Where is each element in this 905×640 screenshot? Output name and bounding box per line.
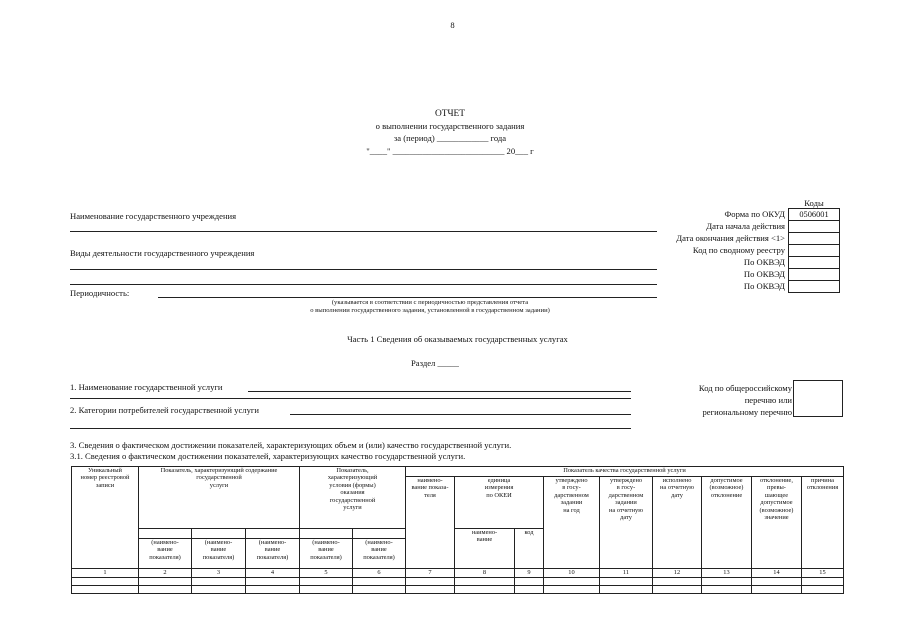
table-cell[interactable]: [802, 578, 844, 586]
table-cell[interactable]: [139, 586, 192, 594]
header-text: вание: [476, 536, 493, 544]
header-text: дарственном: [608, 491, 644, 499]
header-text: услуги: [343, 504, 362, 512]
periodicity-note-line: (указывается в соответствии с периодичностью представления отчета: [331, 299, 529, 306]
table-cell[interactable]: [653, 586, 702, 594]
code-cell[interactable]: [789, 221, 840, 233]
activity-line-2[interactable]: [70, 284, 657, 285]
table-cell[interactable]: [515, 578, 544, 586]
page-number: 8: [450, 20, 455, 30]
table-cell[interactable]: [544, 586, 600, 594]
header-text: показателя): [363, 553, 395, 561]
service-code-label: Код по общероссийскому: [698, 383, 792, 393]
column-number: 15: [802, 569, 844, 578]
column-number: 3: [192, 569, 246, 578]
header-text: Показатель, характеризующий содержание: [160, 467, 278, 474]
report-title: ОТЧЕТ: [434, 109, 466, 119]
header-text: дату: [671, 491, 683, 499]
service-code-labels: [660, 382, 792, 418]
code-cell[interactable]: [789, 245, 840, 257]
subcol-empty: [246, 529, 300, 539]
header-text: вание: [371, 546, 387, 554]
code-label: По ОКВЭД: [743, 281, 785, 291]
periodicity-note: [200, 299, 660, 315]
header-text: государственной: [196, 474, 242, 482]
col-deviation-reason: [802, 477, 844, 569]
header-text: значение: [764, 514, 789, 522]
header-text: вание: [210, 546, 227, 554]
header-text: государственной: [329, 496, 376, 504]
section-label: Раздел _____: [411, 358, 459, 368]
service-name-line-2[interactable]: [70, 398, 631, 399]
institution-name-line[interactable]: [70, 231, 657, 232]
table-cell[interactable]: [406, 578, 455, 586]
header-text: по ОКЕИ: [486, 491, 512, 499]
col-unit: [455, 477, 544, 529]
column-number: 4: [246, 569, 300, 578]
header-text: на год: [563, 506, 580, 514]
col-executed: [653, 477, 702, 569]
column-number: 14: [752, 569, 802, 578]
table-cell[interactable]: [752, 578, 802, 586]
header-text: допустимое: [760, 499, 793, 507]
code-label: По ОКВЭД: [743, 257, 785, 267]
subcol-indicator-name: [353, 539, 406, 569]
service-code-label: перечню или: [744, 395, 792, 405]
item-3-1: 3.1. Сведения о фактическом достижении показателей, характеризующих качество государственной услуги.: [70, 451, 466, 461]
header-text: вание: [318, 546, 334, 554]
table-row[interactable]: [72, 578, 844, 586]
header-text: утверждено: [555, 477, 588, 484]
col-indicator-name: [406, 477, 455, 569]
header-text: вание показа-: [411, 484, 449, 492]
code-cell[interactable]: [789, 269, 840, 281]
header-text: показателя): [202, 553, 235, 561]
header-text: характеризующий: [327, 474, 378, 482]
codes-table: [788, 208, 840, 293]
subcol-indicator-name: [246, 539, 300, 569]
subcol-indicator-name: [300, 539, 353, 569]
table-cell[interactable]: [515, 586, 544, 594]
column-number: 2: [139, 569, 192, 578]
header-text: задании: [560, 499, 583, 507]
code-label: Дата начала действия: [706, 221, 785, 231]
date-line: "____" __________________________ 20___ г: [366, 146, 534, 156]
header-text: Показатель,: [336, 467, 369, 474]
quality-table: [71, 466, 844, 594]
column-number: 8: [455, 569, 515, 578]
header-text: единица: [487, 477, 511, 484]
header-text: дарственном: [554, 491, 589, 499]
table-row[interactable]: [72, 586, 844, 594]
header-text: дату: [620, 514, 632, 522]
code-cell[interactable]: [789, 281, 840, 293]
table-cell[interactable]: [653, 578, 702, 586]
header-text: отклонение,: [760, 477, 793, 484]
col-unique-number: [72, 467, 139, 569]
header-text: превы-: [767, 484, 786, 492]
column-number: 1: [72, 569, 139, 578]
table-cell[interactable]: [353, 578, 406, 586]
header-text: (наимено-: [365, 539, 393, 546]
subcol-empty: [192, 529, 246, 539]
header-text: в госу-: [562, 484, 581, 492]
table-cell[interactable]: [72, 578, 139, 586]
service-consumers-line-2[interactable]: [70, 428, 631, 429]
header-text: измерения: [484, 484, 514, 492]
header-text: (наимено-: [258, 539, 287, 546]
table-cell[interactable]: [802, 586, 844, 594]
header-text: причина: [811, 477, 834, 484]
column-number: 7: [406, 569, 455, 578]
header-text: показателя): [310, 553, 342, 561]
service-code-box[interactable]: [793, 380, 843, 417]
table-cell[interactable]: [702, 586, 752, 594]
header-text: оказания: [340, 489, 365, 497]
col-conditions-group: [300, 467, 406, 529]
table-cell[interactable]: [192, 578, 246, 586]
table-cell[interactable]: [246, 578, 300, 586]
table-cell[interactable]: [192, 586, 246, 594]
table-cell[interactable]: [600, 578, 653, 586]
periodicity-line[interactable]: [158, 297, 657, 298]
periodicity-label: Периодичность:: [70, 288, 130, 298]
code-cell[interactable]: [789, 257, 840, 269]
code-label: По ОКВЭД: [743, 269, 785, 279]
subcol-empty: [300, 529, 353, 539]
table-cell[interactable]: [752, 586, 802, 594]
column-number: 9: [515, 569, 544, 578]
header-text: исполнено: [662, 477, 692, 484]
table-cell[interactable]: [246, 586, 300, 594]
period-line: за (период) ____________ года: [393, 133, 507, 143]
header-text: наимено-: [471, 529, 498, 536]
activity-types-label: Виды деятельности государственного учреждения: [70, 248, 255, 258]
header-text: условия (формы): [329, 481, 376, 489]
table-cell[interactable]: [300, 578, 353, 586]
header-text: наимено-: [417, 477, 443, 484]
header-text: отклонения: [806, 484, 839, 492]
subcol-empty: [139, 529, 192, 539]
periodicity-note-line: о выполнении государственного задания, установленной в государственном задании): [310, 307, 550, 314]
service-name-label: 1. Наименование государственной услуги: [70, 382, 223, 392]
column-number: 11: [600, 569, 653, 578]
table-cell[interactable]: [72, 586, 139, 594]
col-allowed-deviation: [702, 477, 752, 569]
subcol-indicator-name: [192, 539, 246, 569]
codes-labels: [560, 208, 785, 292]
part-title: Часть 1 Сведения об оказываемых государственных услугах: [347, 334, 568, 344]
code-label: Дата окончания действия <1>: [676, 233, 785, 243]
header-text: (возможное): [759, 506, 794, 514]
header-text: на отчетную: [660, 484, 694, 492]
code-label: Форма по ОКУД: [724, 209, 785, 219]
header-text: теля: [424, 491, 436, 499]
col-unit-code: код: [515, 529, 544, 569]
header-text: вание: [157, 546, 173, 554]
header-text: (наимено-: [204, 539, 233, 546]
column-number: 13: [702, 569, 752, 578]
table-cell[interactable]: [139, 578, 192, 586]
codes-header: Коды: [804, 198, 824, 208]
column-number: 10: [544, 569, 600, 578]
header-text: отклонение: [710, 491, 743, 499]
service-consumers-label: 2. Категории потребителей государственной услуги: [70, 405, 259, 415]
activity-line-1[interactable]: [70, 269, 657, 270]
header-text: номер реестровой: [80, 474, 130, 482]
column-number: 5: [300, 569, 353, 578]
table-cell[interactable]: [544, 578, 600, 586]
header-text: (возможное): [709, 484, 744, 492]
column-number: 6: [353, 569, 406, 578]
subcol-empty: [353, 529, 406, 539]
report-header: [300, 108, 600, 158]
header-text: услуги: [209, 481, 229, 489]
header-text: (наимено-: [312, 539, 340, 546]
column-number: 12: [653, 569, 702, 578]
subcol-indicator-name: [139, 539, 192, 569]
code-label: Код по сводному реестру: [692, 245, 785, 255]
header-text: в госу-: [616, 484, 636, 492]
table-cell[interactable]: [702, 578, 752, 586]
code-cell[interactable]: [789, 233, 840, 245]
service-consumers-line[interactable]: [290, 414, 631, 415]
col-quality-group: Показатель качества государственной услуги: [406, 467, 844, 477]
table-cell[interactable]: [406, 586, 455, 594]
report-subtitle: о выполнении государственного задания: [375, 121, 525, 131]
col-content-group: [139, 467, 300, 529]
header-text: Уникальный: [88, 467, 122, 474]
header-text: показателя): [149, 553, 181, 561]
col-approved-year: [544, 477, 600, 569]
table-cell[interactable]: [600, 586, 653, 594]
header-text: допустимое: [710, 477, 743, 484]
header-text: вание: [264, 546, 281, 554]
item-3: 3. Сведения о фактическом достижении показателей, характеризующих объем и (или) качество государственной услуги.: [70, 440, 512, 450]
header-text: показателя): [256, 553, 289, 561]
header-text: задании: [615, 499, 637, 507]
header-text: записи: [95, 481, 115, 489]
service-name-line[interactable]: [248, 391, 631, 392]
institution-name-label: Наименование государственного учреждения: [70, 211, 237, 221]
col-exceeding-deviation: [752, 477, 802, 569]
table-cell[interactable]: [353, 586, 406, 594]
table-cell[interactable]: [300, 586, 353, 594]
table-cell[interactable]: [455, 586, 515, 594]
header-text: шающее: [764, 491, 789, 499]
service-code-label: региональному перечню: [702, 407, 792, 417]
header-text: (наимено-: [151, 539, 179, 546]
header-text: утверждено: [609, 477, 643, 484]
okud-code: 0506001: [789, 209, 840, 221]
table-cell[interactable]: [455, 578, 515, 586]
col-unit-name: [455, 529, 515, 569]
column-numbers-row: [72, 569, 844, 578]
col-approved-date: [600, 477, 653, 569]
header-text: на отчетную: [609, 506, 643, 514]
